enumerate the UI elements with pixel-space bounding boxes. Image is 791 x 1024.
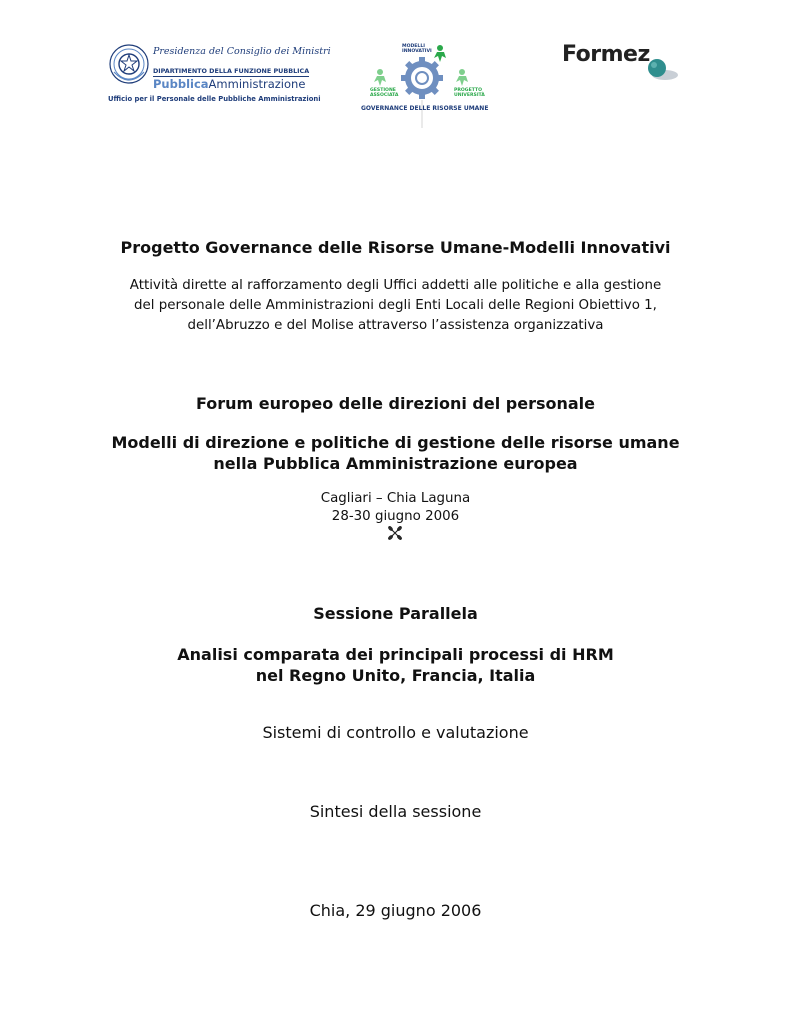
gov-label-left — [370, 88, 398, 98]
intro-line: dell’Abruzzo e del Molise attraverso l’assistenza organizzativa — [187, 318, 604, 333]
pcm-title: Presidenza del Consiglio dei Ministri — [153, 46, 331, 57]
gov-label-left-1: GESTIONE — [370, 88, 396, 93]
event-place-dates — [0, 490, 791, 526]
session-title: Sessione Parallela — [313, 604, 478, 623]
pcm-wordmark — [153, 77, 313, 92]
intro-line: del personale delle Amministrazioni degli Enti Locali delle Regioni Obiettivo 1, — [134, 298, 657, 313]
formez-logo — [562, 42, 682, 84]
governance-logo — [358, 40, 498, 128]
pcm-department: DIPARTIMENTO DELLA FUNZIONE PUBBLICA — [153, 67, 310, 75]
session-summary-label: Sintesi della sessione — [309, 802, 482, 821]
forum-title: Forum europeo delle direzioni del personale — [196, 394, 595, 413]
presidenza-logo — [108, 42, 331, 103]
closing-date: Chia, 29 giugno 2006 — [309, 901, 482, 920]
gov-label-right-1: PROGETTO — [454, 88, 482, 93]
green-figure-right-icon — [456, 69, 468, 86]
analysis-line: Analisi comparata dei principali processi di HRM — [177, 645, 614, 664]
italian-republic-emblem-icon — [108, 42, 150, 90]
pcm-wordmark-rest: Amministrazione — [208, 77, 306, 91]
gear-icon — [401, 57, 443, 99]
gov-label-left-2: ASSOCIATA — [370, 93, 399, 98]
models-line: nella Pubblica Amministrazione europea — [213, 454, 578, 473]
analysis-heading — [0, 644, 791, 686]
floral-ornament-icon — [386, 525, 404, 545]
gov-label-right-2: UNIVERSITÀ — [454, 93, 485, 98]
intro-paragraph — [0, 276, 791, 336]
pcm-office: Ufficio per il Personale delle Pubbliche Amministrazioni — [108, 95, 321, 103]
analysis-line: nel Regno Unito, Francia, Italia — [255, 666, 536, 685]
models-heading — [0, 432, 791, 474]
gov-label-top-2: INNOVATIVI — [402, 49, 432, 54]
models-line: Modelli di direzione e politiche di gestione delle risorse umane — [111, 433, 680, 452]
green-figure-left-icon — [374, 69, 386, 86]
gov-label-right — [454, 88, 485, 98]
event-place: Cagliari – Chia Laguna — [320, 491, 471, 506]
project-title: Progetto Governance delle Risorse Umane-Modelli Innovativi — [120, 238, 671, 257]
logo-header — [0, 0, 791, 140]
gov-caption: GOVERNANCE DELLE RISORSE UMANE — [361, 105, 489, 112]
formez-wordmark: Formez — [562, 42, 650, 67]
green-figure-top-icon — [434, 45, 446, 62]
event-dates: 28-30 giugno 2006 — [331, 509, 460, 524]
intro-line: Attività dirette al rafforzamento degli Uffici addetti alle politiche e alla gestione — [129, 278, 662, 293]
gov-label-top-1: MODELLI — [402, 44, 425, 49]
pcm-wordmark-strong: Pubblica — [153, 77, 209, 91]
formez-globe-icon — [647, 56, 679, 82]
session-topic: Sistemi di controllo e valutazione — [262, 723, 529, 742]
gov-label-top — [402, 44, 432, 54]
